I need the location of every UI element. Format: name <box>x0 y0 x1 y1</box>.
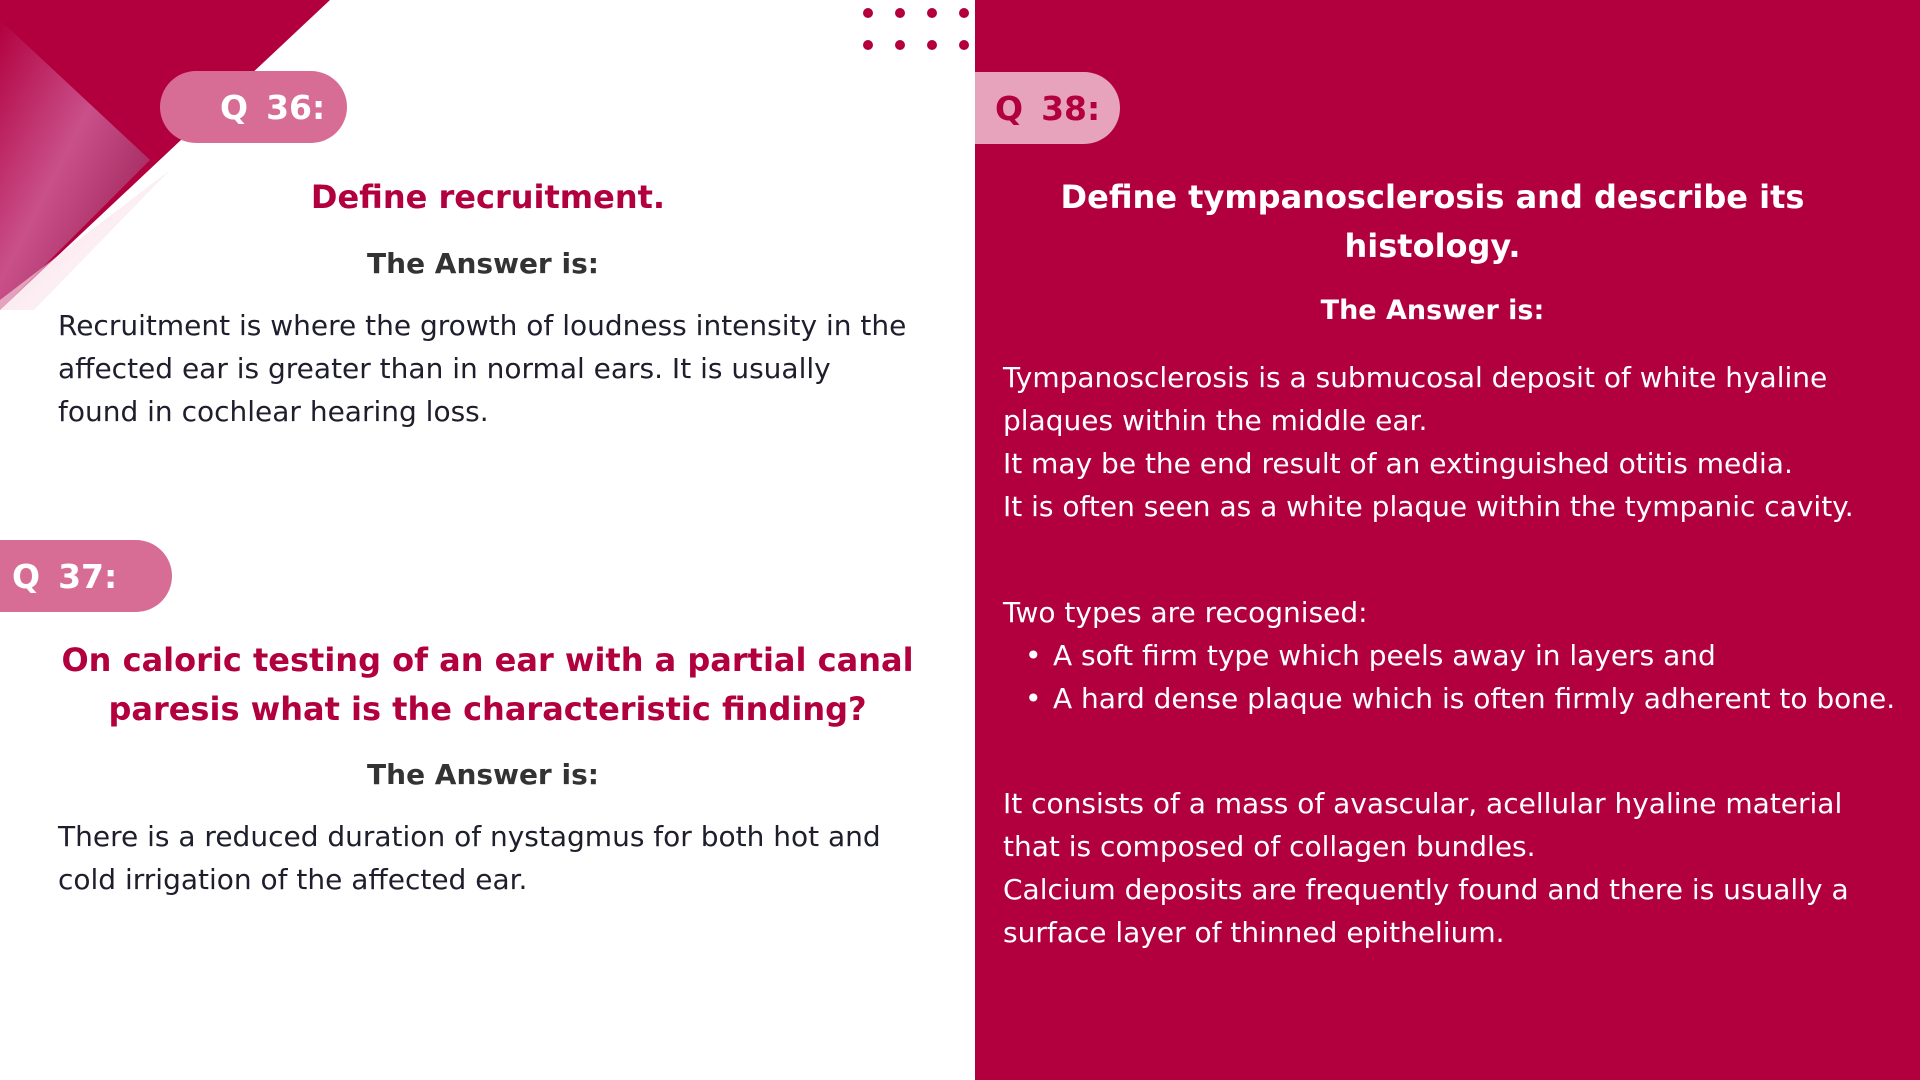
bullet-icon: • <box>1025 639 1042 672</box>
bullet-icon: • <box>1025 682 1042 715</box>
question-prefix: Q <box>12 556 41 596</box>
answer-38-sentence: It is often seen as a white plaque within the tympanic cavity. <box>1003 490 1854 523</box>
question-badge-38 <box>975 72 1120 144</box>
question-badge-37 <box>0 540 172 612</box>
question-37-line-2: paresis what is the characteristic finding? <box>108 690 867 728</box>
question-number: 37: <box>58 556 118 596</box>
answer-38-sentence: It may be the end result of an extinguished otitis media. <box>1003 447 1793 480</box>
answer-label-37: The Answer is: <box>367 758 599 791</box>
answer-38-sentence: It consists of a mass of avascular, acellular hyaline material that is composed of collagen bundles. <box>1003 787 1843 863</box>
list-item <box>1003 677 1903 720</box>
answer-38-paragraph-1 <box>1003 356 1863 528</box>
question-37-line-1: On caloric testing of an ear with a partial canal <box>61 641 914 679</box>
question-prefix: Q <box>995 88 1024 128</box>
types-list <box>1003 634 1903 720</box>
question-badge-36 <box>160 71 347 143</box>
answer-38-paragraph-3 <box>1003 782 1863 954</box>
answer-label-38: The Answer is: <box>1320 295 1545 326</box>
list-item-text: A hard dense plaque which is often firmly adherent to bone. <box>1053 682 1896 715</box>
question-38-line-1: Define tympanosclerosis and describe its <box>1060 178 1805 216</box>
question-38-title <box>1015 173 1850 271</box>
answer-label-36: The Answer is: <box>367 247 599 280</box>
answer-38-types <box>1003 591 1903 720</box>
answer-38-sentence: Calcium deposits are frequently found and there is usually a surface layer of thinned epithelium. <box>1003 873 1849 949</box>
question-38-line-2: histology. <box>1344 227 1521 265</box>
question-prefix: Q <box>220 87 249 127</box>
answer-36-text: Recruitment is where the growth of loudness intensity in the affected ear is greater than in normal ears. It is usually found in cochlear hearing loss. <box>58 309 907 428</box>
question-number: 38: <box>1041 88 1101 128</box>
list-item <box>1003 634 1903 677</box>
question-36-title: Define recruitment. <box>310 178 666 216</box>
list-item-text: A soft firm type which peels away in layers and <box>1053 639 1716 672</box>
decorative-dot-grid <box>863 8 973 58</box>
question-37-title <box>20 636 955 734</box>
types-intro: Two types are recognised: <box>1003 596 1368 629</box>
answer-38-sentence: Tympanosclerosis is a submucosal deposit of white hyaline plaques within the middle ear. <box>1003 361 1828 437</box>
answer-37-text: There is a reduced duration of nystagmus for both hot and cold irrigation of the affected ear. <box>58 820 881 896</box>
question-number: 36: <box>266 87 326 127</box>
